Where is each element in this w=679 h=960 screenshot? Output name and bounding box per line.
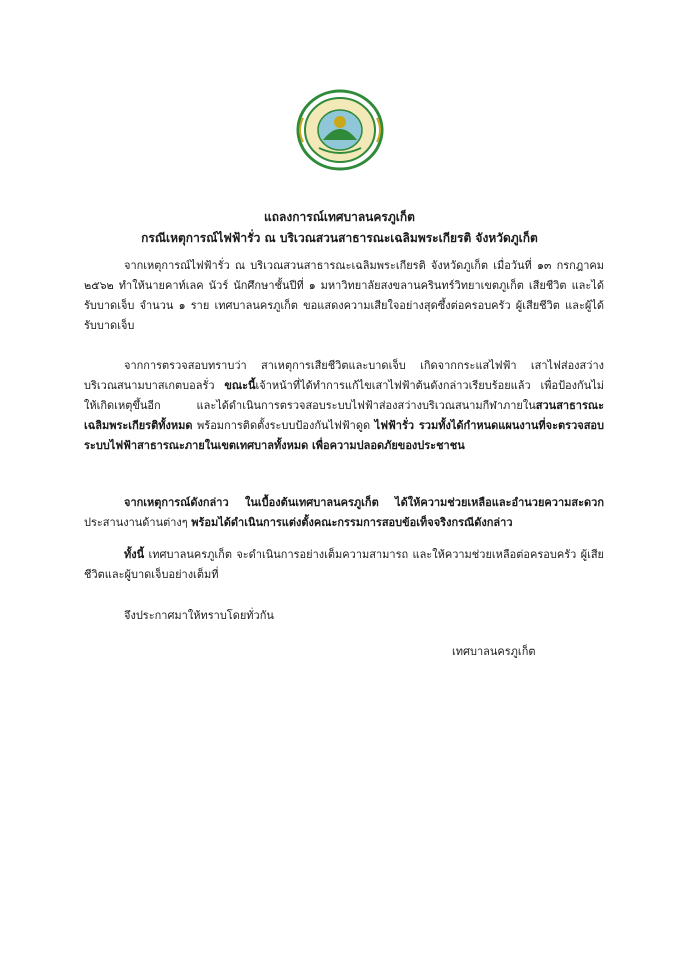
closing-line: จึงประกาศมาให้ทราบโดยทั่วกัน	[124, 609, 274, 622]
paragraph-2: จากการตรวจสอบทราบว่า สาเหตุการเสียชีวิตและบาดเจ็บ เกิดจากกระแสไฟฟ้า เสาไฟส่องสว่าง บริเวณสนามบาสเกตบอลรั่ว ขณะนี้เจ้าหน้าที่ได้ทำการแก้ไขเสาไฟฟ้าต้นดังกล่าวเรียบร้อยแล้ว เพื่อป้องกันไม่ให้เกิดเหตุขึ้นอีก และได้ดำเนินการตรวจสอบระบบไฟฟ้าส่องสว่างบริเวณสนามกีฬาภายในสวนสาธารณะเฉลิมพระเกียรติทั้งหมด พร้อมการติดตั้งระบบป้องกันไฟฟ้าดูด ไฟฟ้ารั่ว รวมทั้งได้กำหนดแผนงานที่จะตรวจสอบระบบไฟฟ้าสาธารณะภายในเขตเทศบาลทั้งหมด เพื่อความปลอดภัยของประชาชน	[84, 359, 604, 452]
announcement-subtitle: กรณีเหตุการณ์ไฟฟ้ารั่ว ณ บริเวณสวนสาธารณะเฉลิมพระเกียรติ จังหวัดภูเก็ต	[141, 231, 538, 245]
paragraph-3: จากเหตุการณ์ดังกล่าว ในเบื้องต้นเทศบาลนครภูเก็ต ได้ให้ความช่วยเหลือและอำนวยความสะดวก ประสานงานด้านต่างๆ พร้อมได้ดำเนินการแต่งตั้งคณะกรรมการสอบข้อเท็จจริงกรณีดังกล่าว	[84, 496, 604, 529]
municipality-seal-logo	[295, 88, 385, 172]
paragraph-1: จากเหตุการณ์ไฟฟ้ารั่ว ณ บริเวณสวนสาธารณะเฉลิมพระเกียรติ จังหวัดภูเก็ต เมื่อวันที่ ๑๓ กรกฎาคม ๒๕๖๒ ทำให้นายคาท์เลค นัวร์ นักศึกษาชั้นปีที่ ๑ มหาวิทยาลัยสงขลานครินทร์วิทยาเขตภูเก็ต เสียชีวิต และได้รับบาดเจ็บ จำนวน ๑ ราย เทศบาลนครภูเก็ต ขอแสดงความเสียใจอย่างสุดซึ้งต่อครอบครัว ผู้เสียชีวิต และผู้ได้รับบาดเจ็บ	[84, 259, 604, 332]
signature: เทศบาลนครภูเก็ต	[452, 645, 536, 658]
announcement-title: แถลงการณ์เทศบาลนครภูเก็ต	[264, 210, 415, 224]
paragraph-4: ทั้งนี้ เทศบาลนครภูเก็ต จะดำเนินการอย่างเต็มความสามารถ และให้ความช่วยเหลือต่อครอบครัว ผู้เสียชีวิตและผู้บาดเจ็บอย่างเต็มที่	[84, 548, 604, 581]
